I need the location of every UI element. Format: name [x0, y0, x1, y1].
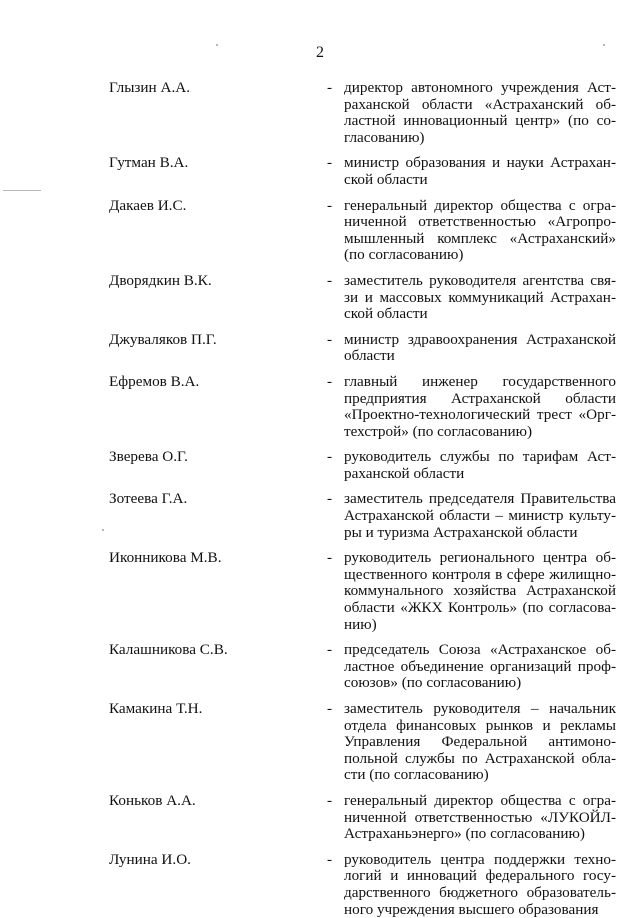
member-row: [0, 449, 640, 482]
member-dash: -: [327, 79, 333, 96]
member-description: руководитель центра поддержки технологий и инноваций федерального государственного бюджетного образовательного учреждения высшего образования: [344, 850, 616, 918]
member-name: Дакаев И.С.: [109, 196, 187, 214]
member-dash: -: [327, 372, 333, 390]
member-row: [0, 701, 640, 784]
member-description: главный инженер государственного предприятия Астраханской области «Проектно-технологический трест «Оргтехстрой» (по согласованию): [344, 372, 616, 440]
member-row: [0, 155, 640, 188]
member-row: [0, 550, 640, 633]
member-name: Калашникова С.В.: [109, 641, 228, 659]
member-name: Зотеева Г.А.: [109, 490, 188, 508]
member-list: [0, 80, 640, 918]
member-dash: -: [327, 700, 333, 717]
member-row: [0, 642, 640, 692]
member-description: министр образования и науки Астраханской области: [344, 154, 616, 188]
member-row: [0, 80, 640, 146]
member-name: Ефремов В.А.: [109, 372, 200, 390]
member-name: Дворядкин В.К.: [109, 271, 212, 289]
member-row: [0, 198, 640, 264]
member-row: [0, 793, 640, 843]
member-name: Лунина И.О.: [109, 850, 191, 868]
member-dash: -: [327, 196, 333, 214]
member-dash: -: [327, 330, 333, 348]
member-name: Коньков А.А.: [109, 791, 196, 809]
member-description: генеральный директор общества с ограниченной ответственностью «ЛУКОЙЛ-Астраханьэнерго» (по согласованию): [344, 791, 616, 843]
member-dash: -: [327, 448, 333, 466]
member-dash: -: [327, 791, 333, 809]
member-description: заместитель руководителя – начальник отдела финансовых рынков и рекламы Управления Федеральной антимонопольной службы по Астраханской области (по согласованию): [344, 700, 616, 784]
member-row: [0, 273, 640, 323]
member-description: руководитель регионального центра общественного контроля в сфере жилищно-коммунального хозяйства Астраханской области «ЖКХ Контроль» (по согласованию): [344, 549, 616, 633]
member-description: министр здравоохранения Астраханской области: [344, 330, 616, 365]
member-description: генеральный директор общества с ограниченной ответственностью «Агропромышленный комплекс «Астраханский» (по согласованию): [344, 196, 616, 264]
member-row: [0, 374, 640, 440]
member-name: Гутман В.А.: [109, 154, 189, 172]
member-description: директор автономного учреждения Астраханской области «Астраханский областной инновационный центр» (по согласованию): [344, 79, 616, 146]
member-dash: -: [327, 549, 333, 567]
member-name: Камакина Т.Н.: [109, 700, 203, 717]
member-name: Иконникова М.В.: [109, 549, 222, 567]
member-name: Зверева О.Г.: [109, 448, 188, 466]
member-row: [0, 852, 640, 918]
member-dash: -: [327, 271, 333, 289]
member-description: руководитель службы по тарифам Астраханской области: [344, 448, 616, 482]
member-row: [0, 491, 640, 541]
member-dash: -: [327, 641, 333, 659]
member-description: председатель Союза «Астраханское областное объединение организаций профсоюзов» (по согласованию): [344, 641, 616, 692]
member-dash: -: [327, 490, 333, 508]
page-number: 2: [316, 44, 324, 61]
member-description: заместитель руководителя агентства связи и массовых коммуникаций Астраханской области: [344, 271, 616, 323]
member-dash: -: [327, 850, 333, 868]
member-name: Глызин А.А.: [109, 79, 191, 96]
member-dash: -: [327, 154, 333, 172]
member-description: заместитель председателя Правительства Астраханской области – министр культуры и туризма Астраханской области: [344, 490, 616, 541]
member-name: Джуваляков П.Г.: [109, 330, 217, 348]
member-row: [0, 332, 640, 365]
